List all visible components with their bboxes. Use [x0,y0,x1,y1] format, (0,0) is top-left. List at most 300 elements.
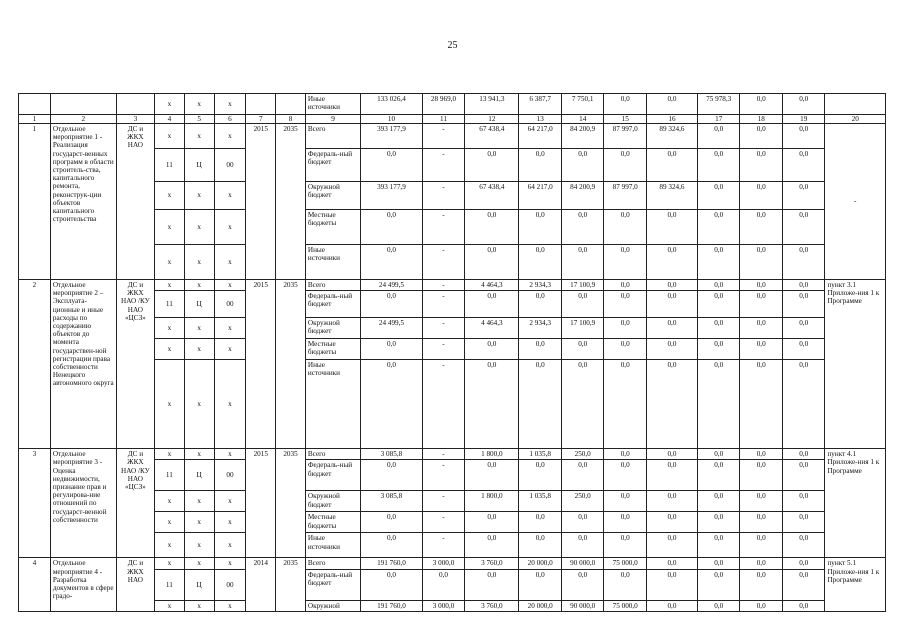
cell-value: 0,0 [604,491,647,512]
cell-code: х [155,182,185,210]
column-number: 1 [19,115,51,124]
cell-value: 0,0 [561,533,604,558]
cell-value: 0,0 [604,533,647,558]
cell-value: 0,0 [782,210,825,245]
cell-value: 0,0 [782,360,825,449]
cell-value: 133 026,4 [361,94,423,115]
cell-value: 0,0 [697,533,740,558]
cell-source: Местные бюджеты [305,210,360,245]
cell-value: 0,0 [646,318,697,339]
cell-value: - [422,182,465,210]
cell-value: 0,0 [697,245,740,280]
cell-code: 00 [214,291,246,318]
cell-value: 0,0 [740,149,783,182]
cell-value: - [422,533,465,558]
cell-code: х [214,94,246,115]
cell-value: 20 000,0 [519,558,562,569]
cell-value: 0,0 [646,491,697,512]
column-number: 15 [604,115,647,124]
cell-value: 0,0 [697,124,740,149]
cell-value: 20 000,0 [519,600,562,611]
cell-code: х [155,449,185,460]
cell-value: 0,0 [519,533,562,558]
cell-value: 0,0 [519,339,562,360]
cell-code: х [214,360,246,449]
cell-value: 0,0 [782,491,825,512]
cell-code: х [184,182,214,210]
cell-source: Окружной бюджет [305,491,360,512]
cell-value: 0,0 [465,360,519,449]
year-start: 2015 [246,449,276,558]
cell-code: Ц [184,460,214,491]
cell-value: 0,0 [604,245,647,280]
cell-code: х [155,280,185,291]
cell-value: 0,0 [519,245,562,280]
year-start: 2014 [246,558,276,611]
cell-value: 3 000,0 [422,600,465,611]
cell-value: 0,0 [361,291,423,318]
cell-value: 0,0 [646,449,697,460]
cell-value: 4 464,3 [465,280,519,291]
cell-empty [825,94,886,115]
cell-code: х [184,512,214,533]
cell-value: 75 978,3 [697,94,740,115]
cell-value: 0,0 [519,149,562,182]
column-number: 3 [116,115,154,124]
cell-value: 0,0 [782,460,825,491]
cell-value: 0,0 [646,360,697,449]
cell-value: 0,0 [697,360,740,449]
cell-value: 0,0 [740,182,783,210]
cell-empty [50,94,116,115]
cell-code: х [214,245,246,280]
cell-source: Всего [305,124,360,149]
cell-value: 3 085,8 [361,449,423,460]
cell-value: 0,0 [782,291,825,318]
cell-value: 0,0 [740,569,783,600]
cell-value: 0,0 [782,94,825,115]
cell-value: 0,0 [697,339,740,360]
cell-value: 0,0 [422,569,465,600]
cell-value: 0,0 [604,280,647,291]
cell-source: Местные бюджеты [305,339,360,360]
cell-value: 0,0 [561,210,604,245]
cell-value: 393 177,9 [361,182,423,210]
cell-value: 0,0 [782,569,825,600]
cell-value: 0,0 [361,512,423,533]
column-number: 14 [561,115,604,124]
cell-value: 0,0 [782,124,825,149]
year-start: 2015 [246,124,276,280]
column-number: 4 [155,115,185,124]
cell-value: 0,0 [465,512,519,533]
cell-value: 0,0 [740,280,783,291]
cell-value: 0,0 [697,318,740,339]
column-number: 16 [646,115,697,124]
column-number: 6 [214,115,246,124]
cell-value: - [422,512,465,533]
cell-value: 0,0 [561,512,604,533]
column-number: 17 [697,115,740,124]
cell-value: 0,0 [646,210,697,245]
cell-value: 7 750,1 [561,94,604,115]
cell-source: Федераль-ный бюджет [305,460,360,491]
cell-value: 28 969,0 [422,94,465,115]
cell-value: 0,0 [561,360,604,449]
cell-value: 0,0 [740,124,783,149]
cell-value: 0,0 [740,210,783,245]
cell-source: Иные источники [305,94,360,115]
cell-value: 0,0 [697,210,740,245]
measure-reference: пункт 3.1 Приложе-ния 1 к Программе [825,280,886,449]
table-body [19,94,886,612]
cell-value: 64 217,0 [519,182,562,210]
cell-value: 1 035,8 [519,449,562,460]
cell-code: х [184,558,214,569]
cell-code: 11 [155,460,185,491]
cell-value: 0,0 [604,210,647,245]
cell-value: 0,0 [519,360,562,449]
cell-value: 0,0 [646,149,697,182]
cell-value: 0,0 [361,339,423,360]
column-number: 10 [361,115,423,124]
cell-value: 0,0 [782,558,825,569]
cell-empty [19,94,51,115]
cell-value: 24 499,5 [361,318,423,339]
cell-code: х [214,124,246,149]
cell-source: Окружной бюджет [305,318,360,339]
cell-value: 89 324,6 [646,182,697,210]
cell-value: 0,0 [646,558,697,569]
cell-code: х [184,600,214,611]
cell-value: 0,0 [361,360,423,449]
cell-value: 1 800,0 [465,491,519,512]
cell-source: Местные бюджеты [305,512,360,533]
cell-source: Федераль-ный бюджет [305,149,360,182]
cell-value: 0,0 [361,245,423,280]
cell-code: х [155,245,185,280]
cell-value: 0,0 [782,600,825,611]
cell-value: 0,0 [561,339,604,360]
cell-source: Иные источники [305,533,360,558]
cell-code: Ц [184,291,214,318]
cell-value: 0,0 [646,94,697,115]
cell-code: х [214,512,246,533]
column-number: 20 [825,115,886,124]
cell-value: 0,0 [646,291,697,318]
cell-value: 0,0 [782,449,825,460]
column-number-row [19,115,886,124]
cell-source: Всего [305,558,360,569]
cell-value: 0,0 [697,512,740,533]
cell-value: - [422,245,465,280]
cell-value: 0,0 [604,94,647,115]
cell-value: 89 324,6 [646,124,697,149]
cell-value: 3 085,8 [361,491,423,512]
cell-empty [276,94,306,115]
cell-value: 0,0 [740,94,783,115]
cell-value: 0,0 [740,245,783,280]
cell-value: 0,0 [604,291,647,318]
cell-value: 0,0 [361,533,423,558]
table-row [19,558,886,569]
cell-value: 6 387,7 [519,94,562,115]
table-row [19,280,886,291]
cell-value: 0,0 [465,149,519,182]
column-number: 5 [184,115,214,124]
measure-number: 1 [19,124,51,280]
cell-source: Иные источники [305,245,360,280]
cell-code: х [214,491,246,512]
cell-value: 0,0 [604,318,647,339]
cell-source: Всего [305,449,360,460]
column-number: 19 [782,115,825,124]
measure-executor: ДС и ЖКХ НАО /КУ НАО «ЦСЗ» [116,280,154,449]
cell-value: 0,0 [782,339,825,360]
cell-value: 0,0 [697,569,740,600]
cell-value: - [422,360,465,449]
cell-code: х [214,339,246,360]
cell-value: 90 000,0 [561,600,604,611]
cell-value: 0,0 [740,449,783,460]
cell-value: 0,0 [646,533,697,558]
cell-value: 0,0 [740,558,783,569]
cell-code: х [155,318,185,339]
cell-value: 0,0 [465,210,519,245]
cell-value: 0,0 [604,449,647,460]
cell-value: 0,0 [782,245,825,280]
cell-value: 250,0 [561,449,604,460]
cell-value: 0,0 [646,569,697,600]
cell-code: х [214,533,246,558]
cell-value: 0,0 [361,569,423,600]
cell-value: 0,0 [561,149,604,182]
cell-value: 0,0 [782,512,825,533]
measure-number: 2 [19,280,51,449]
cell-code: х [155,512,185,533]
cell-value: 0,0 [561,245,604,280]
measure-name: Отдельное мероприятие 1 - Реализация государст-венных программ в области строитель-ства, капитального ремонта, реконструк-ции объектов капитального строительства [50,124,116,280]
cell-value: 0,0 [604,569,647,600]
cell-value: 67 438,4 [465,124,519,149]
cell-value: 3 760,0 [465,600,519,611]
cell-code: х [184,280,214,291]
cell-value: 0,0 [646,280,697,291]
cell-value: 0,0 [519,569,562,600]
cell-value: 0,0 [740,360,783,449]
cell-code: х [155,94,185,115]
cell-value: 0,0 [465,245,519,280]
cell-code: х [184,94,214,115]
cell-value: 13 941,3 [465,94,519,115]
cell-value: 0,0 [740,460,783,491]
budget-table [18,93,886,612]
column-number: 18 [740,115,783,124]
cell-code: х [214,449,246,460]
cell-value: 0,0 [604,149,647,182]
cell-value: 0,0 [465,569,519,600]
cell-value: 90 000,0 [561,558,604,569]
cell-code: 00 [214,149,246,182]
year-end: 2035 [276,280,306,449]
cell-value: 0,0 [740,318,783,339]
cell-value: 0,0 [697,291,740,318]
cell-code: Ц [184,569,214,600]
column-number: 8 [276,115,306,124]
cell-code: х [184,491,214,512]
cell-source: Окружной [305,600,360,611]
cell-value: 0,0 [646,512,697,533]
cell-value: 3 000,0 [422,558,465,569]
cell-code: х [184,449,214,460]
cell-value: 0,0 [740,533,783,558]
measure-name: Отдельное мероприятие 4 - Разработка документов в сфере градо- [50,558,116,611]
cell-code: х [184,360,214,449]
cell-code: 00 [214,569,246,600]
cell-value: - [422,124,465,149]
column-number: 11 [422,115,465,124]
cell-source: Федераль-ный бюджет [305,569,360,600]
cell-value: 0,0 [782,182,825,210]
cell-code: х [214,182,246,210]
cell-code: х [184,245,214,280]
cell-value: 0,0 [697,460,740,491]
cell-value: 0,0 [782,318,825,339]
cell-value: 191 760,0 [361,600,423,611]
cell-value: 0,0 [465,291,519,318]
cell-value: 0,0 [519,210,562,245]
cell-value: 0,0 [782,280,825,291]
cell-code: х [184,533,214,558]
cell-code: х [155,339,185,360]
cell-code: х [214,210,246,245]
measure-reference: пункт 4.1 Приложе-ния 1 к Программе [825,449,886,558]
cell-value: 0,0 [697,600,740,611]
cell-value: 87 997,0 [604,182,647,210]
cell-value: 1 035,8 [519,491,562,512]
cell-value: 0,0 [561,460,604,491]
cell-value: 0,0 [604,360,647,449]
cell-value: 0,0 [697,182,740,210]
cell-code: 11 [155,569,185,600]
cell-value: - [422,449,465,460]
cell-code: х [214,280,246,291]
cell-value: 0,0 [361,149,423,182]
cell-value: 0,0 [561,569,604,600]
cell-source: Всего [305,280,360,291]
cell-code: х [214,318,246,339]
column-number: 13 [519,115,562,124]
cell-source: Окружной бюджет [305,182,360,210]
cell-value: - [422,318,465,339]
cell-value: - [422,491,465,512]
cell-code: х [184,124,214,149]
measure-name: Отдельное мероприятие 3 - Оценка недвижимости, признание прав и регулирова-ние отношений по государст-венной собственности [50,449,116,558]
cell-value: 393 177,9 [361,124,423,149]
cell-value: 250,0 [561,491,604,512]
cell-value: 0,0 [740,339,783,360]
cell-code: х [184,210,214,245]
cell-value: 0,0 [465,339,519,360]
year-start: 2015 [246,280,276,449]
cell-value: - [422,210,465,245]
cell-code: х [214,558,246,569]
cell-value: 0,0 [604,512,647,533]
cell-value: 0,0 [519,460,562,491]
cell-value: 0,0 [361,210,423,245]
cell-code: х [155,600,185,611]
cell-value: 0,0 [697,558,740,569]
cell-code: х [155,210,185,245]
measure-executor: ДС и ЖКХ НАО [116,124,154,280]
measure-executor: ДС и ЖКХ НАО [116,558,154,611]
measure-reference: - [825,124,886,280]
cell-value: 0,0 [646,600,697,611]
cell-value: 0,0 [697,149,740,182]
cell-code: 11 [155,291,185,318]
cell-empty [116,94,154,115]
cell-value: 3 760,0 [465,558,519,569]
cell-value: 0,0 [697,449,740,460]
cell-value: - [422,339,465,360]
cell-value: 0,0 [740,600,783,611]
cell-code: х [155,491,185,512]
measure-number: 4 [19,558,51,611]
cell-value: 0,0 [740,491,783,512]
cell-value: 24 499,5 [361,280,423,291]
cell-value: 17 100,9 [561,318,604,339]
cell-value: 87 997,0 [604,124,647,149]
cell-value: 0,0 [561,291,604,318]
cell-value: 0,0 [519,512,562,533]
table-row [19,94,886,115]
cell-value: - [422,291,465,318]
cell-value: 0,0 [604,339,647,360]
cell-value: 75 000,0 [604,558,647,569]
cell-code: х [184,339,214,360]
cell-value: 84 200,9 [561,124,604,149]
cell-value: 0,0 [697,491,740,512]
cell-code: х [155,533,185,558]
cell-value: 0,0 [740,291,783,318]
cell-value: 17 100,9 [561,280,604,291]
table-row [19,449,886,460]
column-number: 7 [246,115,276,124]
cell-value: 0,0 [646,339,697,360]
cell-value: 0,0 [782,149,825,182]
cell-code: х [155,124,185,149]
cell-value: 0,0 [465,533,519,558]
cell-value: 64 217,0 [519,124,562,149]
cell-value: - [422,149,465,182]
cell-value: 67 438,4 [465,182,519,210]
cell-value: 0,0 [646,460,697,491]
cell-source: Федераль-ный бюджет [305,291,360,318]
measure-number: 3 [19,449,51,558]
column-number: 12 [465,115,519,124]
cell-value: 0,0 [782,533,825,558]
cell-value: 0,0 [519,291,562,318]
cell-value: 2 934,3 [519,318,562,339]
cell-value: 84 200,9 [561,182,604,210]
cell-value: - [422,460,465,491]
measure-name: Отдельное мероприятие 2 – Эксплуата-ционные и иные расходы по содержанию объектов до момента государствен-ной регистрации права собственности Ненецкого автономного округа [50,280,116,449]
cell-value: 0,0 [697,280,740,291]
cell-code: Ц [184,149,214,182]
cell-code: 00 [214,460,246,491]
cell-value: 0,0 [361,460,423,491]
cell-value: - [422,280,465,291]
